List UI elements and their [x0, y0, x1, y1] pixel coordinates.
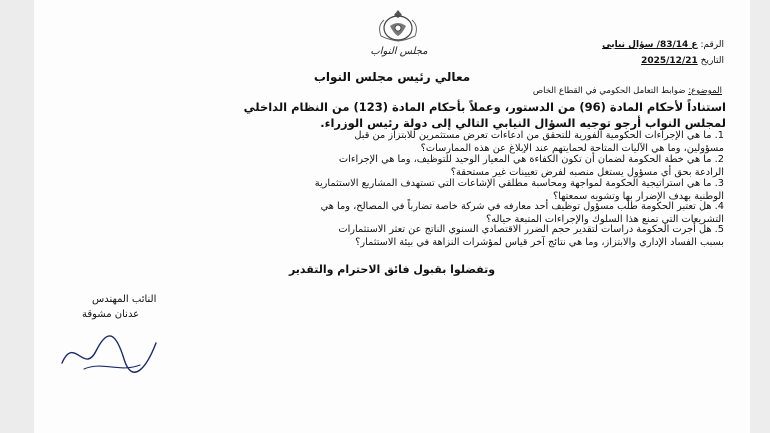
question-1-line-2: مسؤولين، وما هي الآليات المتاحة لحمايتهم عند الإبلاغ عن هذه الممارسات؟: [420, 143, 724, 154]
scan-edge-left: [0, 0, 34, 433]
subject-line: [533, 86, 722, 96]
scan-edge-right: [750, 0, 770, 433]
question-3-line-2: الوطنية بهدف الإضرار بها وتشويه سمعتها؟: [552, 191, 724, 202]
letter-page: [34, 0, 750, 433]
question-5-line-1: 5. هل أجرت الحكومة دراسات لتقدير حجم الضرر الاقتصادي السنوي الناتج عن تعثر الاستثمارات: [338, 224, 724, 235]
intro-line-2: لمجلس النواب أرجو توجيه السؤال النيابي التالي إلى دولة رئيس الوزراء.: [320, 116, 726, 130]
reference-date-value: 2025/12/21: [641, 56, 698, 66]
signatory-title: النائب المهندس: [92, 294, 157, 305]
question-3-line-1: 3. ما هي استراتيجية الحكومة لمواجهة ومحاسبة مطلقي الإشاعات التي تستهدف المشاريع الاستثمارية: [314, 178, 724, 189]
question-1-line-1: 1. ما هي الإجراءات الحكومية الفورية للتحقق من ادعاءات تعرض مستثمرين للابتزاز من قبل: [354, 130, 724, 141]
question-2-line-2: الرادعة بحق أي مسؤول يستغل منصبه لفرض تعيينات غير مستحقة؟: [450, 167, 724, 178]
subject-text: ضوابط التعامل الحكومي في القطاع الخاص: [532, 86, 686, 96]
signatory-name: عدنان مشوقة: [82, 309, 140, 320]
question-5-line-2: بسبب الفساد الإداري والابتزاز، وما هي نتائج آخر قياس لمؤشرات النزاهة في بيئة الاستثمار؟: [355, 237, 724, 248]
addressee: معالي رئيس مجلس النواب: [313, 70, 471, 84]
subject-label: الموضوع:: [688, 86, 722, 96]
reference-number-value: ع 83/14/ سؤال نيابي: [602, 40, 698, 50]
question-4-line-1: 4. هل تعتبر الحكومة طلب مسؤول توظيف أحد معارفه في شركة خاصة تضارباً في المصالح، وما هي: [320, 201, 724, 212]
handwritten-signature: [54, 325, 164, 385]
intro-line-1: استناداً لأحكام المادة (96) من الدستور، وعملاً بأحكام المادة (123) من النظام الداخلي: [243, 100, 726, 114]
question-4-line-2: التشريعات التي تمنع هذا السلوك والإجراءات المتبعة حياله؟: [486, 214, 724, 225]
reference-number-label: الرقم:: [700, 40, 724, 50]
reference-date-label: التاريخ: [700, 56, 724, 66]
council-name: مجلس النواب: [370, 46, 428, 57]
closing-line: وتفضلوا بقبول فائق الاحترام والتقدير: [288, 263, 496, 276]
question-2-line-1: 2. ما هي خطة الحكومة لضمان أن تكون الكفاءة هي المعيار الوحيد للتوظيف، وما هي الإجراءات: [338, 154, 724, 165]
reference-number: [602, 40, 724, 50]
coat-of-arms-icon: [375, 6, 421, 44]
reference-date: [641, 56, 724, 66]
